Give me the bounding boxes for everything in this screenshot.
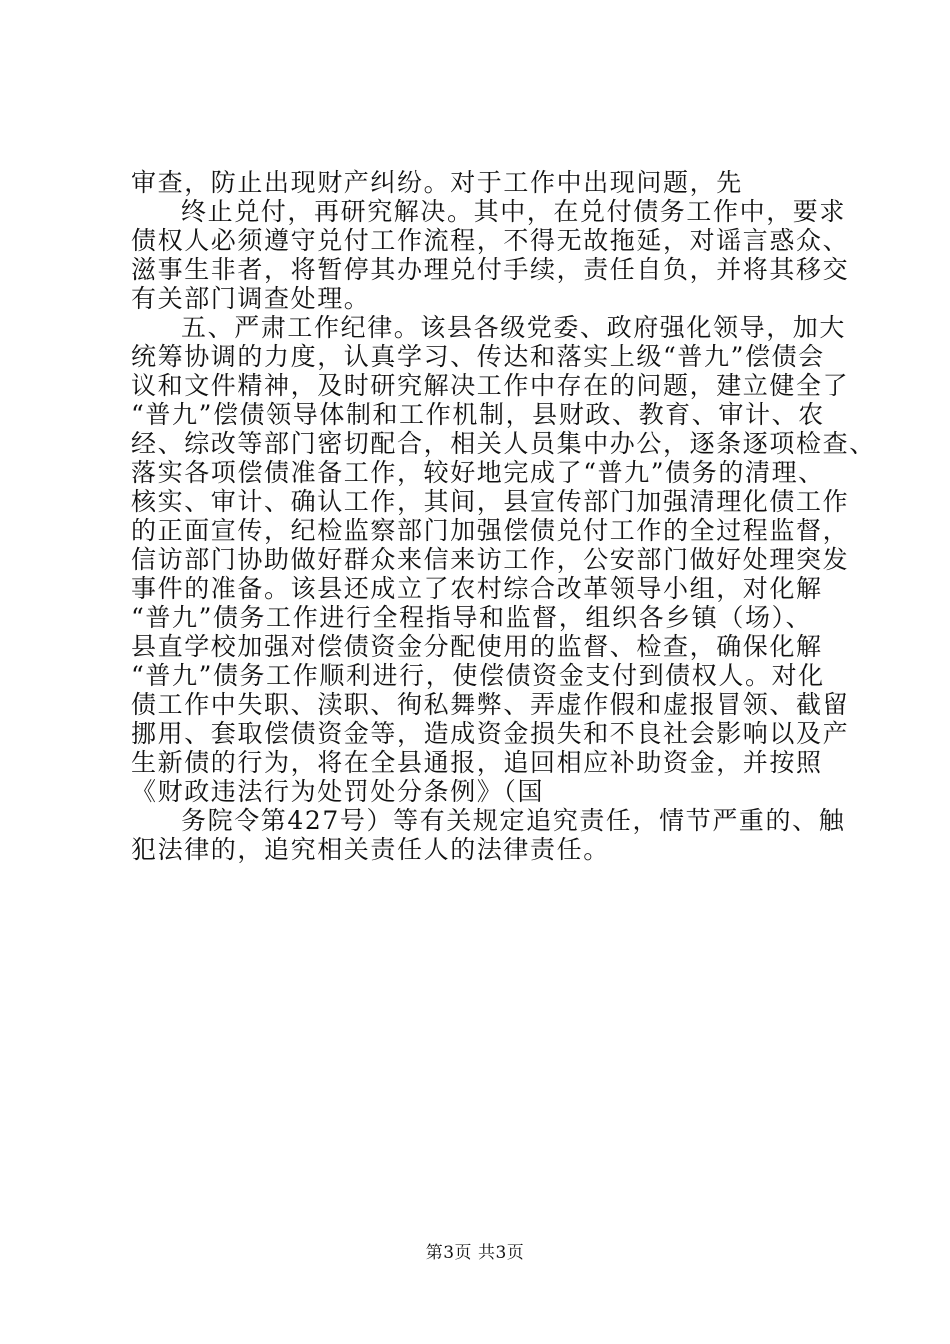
text-line: 五、严肃工作纪律。该县各级党委、政府强化领导，加大 <box>181 313 847 342</box>
text-line: 落实各项偿债准备工作，较好地完成了“普九”债务的清理、 <box>131 458 825 487</box>
text-line: 的正面宣传，纪检监察部门加强偿债兑付工作的全过程监督， <box>131 516 850 545</box>
text-line: 核实、审计、确认工作，其间，县宣传部门加强清理化债工作 <box>131 487 850 516</box>
text-line: 债工作中失职、渎职、徇私舞弊、弄虚作假和虚报冒领、截留 <box>131 690 850 719</box>
text-line: 经、综改等部门密切配合，相关人员集中办公，逐条逐项检查、 <box>131 429 876 458</box>
text-line: 议和文件精神，及时研究解决工作中存在的问题，建立健全了 <box>131 371 850 400</box>
text-line: 滋事生非者，将暂停其办理兑付手续，责任自负，并将其移交 <box>131 255 850 284</box>
text-line: “普九”债务工作顺利进行，使偿债资金支付到债权人。对化 <box>131 661 825 690</box>
text-line: “普九”债务工作进行全程指导和监督，组织各乡镇（场）、 <box>131 603 813 632</box>
page-footer: 第3页 共3页 <box>425 1243 525 1263</box>
text-line: 债权人必须遵守兑付工作流程，不得无故拖延，对谣言惑众、 <box>131 226 850 255</box>
text-line: 挪用、套取偿债资金等，造成资金损失和不良社会影响以及产 <box>131 719 850 748</box>
text-line: 务院令第427号）等有关规定追究责任，情节严重的、触 <box>181 806 846 835</box>
text-line: 统筹协调的力度，认真学习、传达和落实上级“普九”偿债会 <box>131 342 825 371</box>
text-line: 《财政违法行为处罚处分条例》（国 <box>131 777 545 806</box>
text-line: 事件的准备。该县还成立了农村综合改革领导小组，对化解 <box>131 574 823 603</box>
text-line: 犯法律的，追究相关责任人的法律责任。 <box>131 835 610 864</box>
text-line: 县直学校加强对偿债资金分配使用的监督、检查，确保化解 <box>131 632 823 661</box>
text-line: 信访部门协助做好群众来信来访工作，公安部门做好处理突发 <box>131 545 850 574</box>
text-line: 生新债的行为，将在全县通报，追回相应补助资金，并按照 <box>131 748 823 777</box>
document-body <box>131 168 876 864</box>
text-line: 终止兑付，再研究解决。其中，在兑付债务工作中，要求 <box>181 197 847 226</box>
text-line: 审查，防止出现财产纠纷。对于工作中出现问题，先 <box>131 168 743 197</box>
text-line: “普九”偿债领导体制和工作机制，县财政、教育、审计、农 <box>131 400 825 429</box>
text-line: 有关部门调查处理。 <box>131 284 371 313</box>
